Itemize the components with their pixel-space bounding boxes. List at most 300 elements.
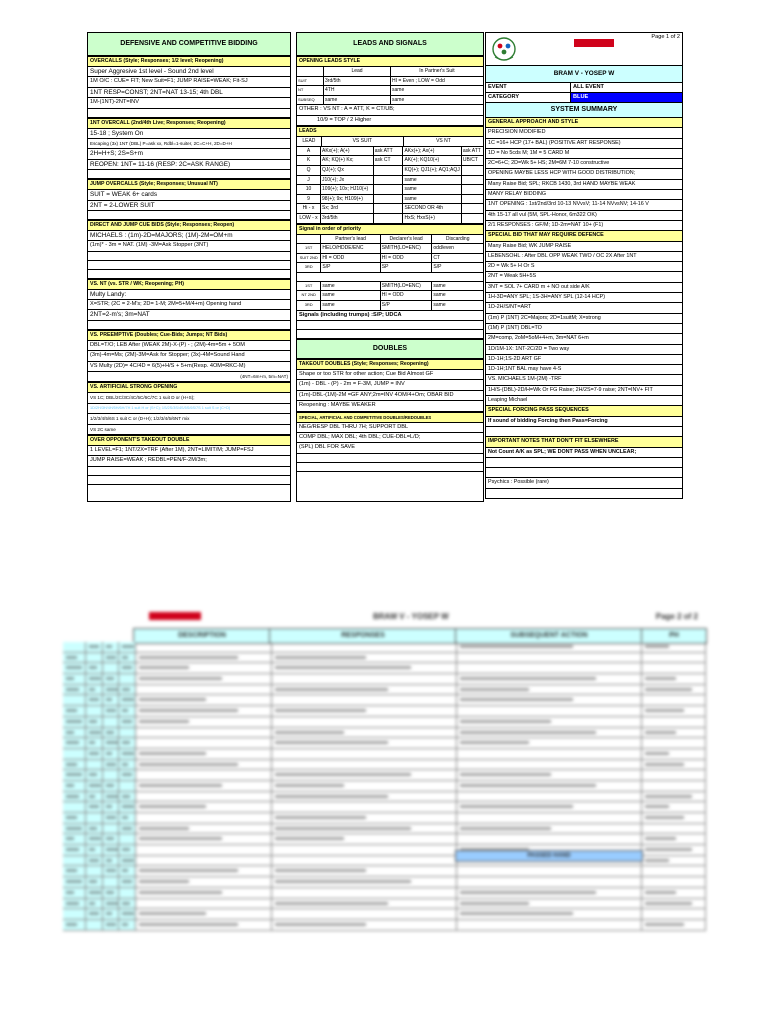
blurred-text [122, 741, 130, 744]
table-cell: 4TH [324, 86, 391, 95]
blurred-text [66, 816, 77, 819]
defensive-title: DEFENSIVE AND COMPETITIVE BIDDING [88, 33, 290, 56]
table-cell [136, 728, 272, 738]
blurred-text [106, 859, 112, 862]
table-cell [86, 695, 103, 705]
blurred-text [66, 784, 74, 787]
blurred-text [89, 805, 99, 808]
table-cell: same [433, 282, 446, 289]
table-cell [272, 802, 457, 812]
overcalls-header: OVERCALLS (Style; Responses; 1/2 level; Reopening) [88, 56, 290, 67]
red-flag-bar [149, 612, 201, 620]
table-cell [272, 856, 457, 866]
table-cell [103, 792, 120, 802]
table-cell [642, 695, 706, 705]
table-cell [642, 674, 706, 684]
blurred-text [139, 752, 206, 755]
blurred-text [106, 784, 114, 787]
nt-overcall-line: Escaping (3x) 1NT (DBL) P=ask xx, Rdbl=1-suiter, 2C=C+H, 2D=D+H [88, 139, 290, 149]
table-cell [642, 866, 706, 876]
table-cell [103, 813, 120, 823]
table-cell [272, 877, 457, 887]
leads-table [297, 147, 483, 224]
table-cell [272, 728, 457, 738]
general-approach-header: GENERAL APPROACH AND STYLE [485, 118, 683, 128]
table-cell [103, 834, 120, 844]
table-cell [297, 67, 324, 76]
blurred-text [66, 688, 79, 691]
table-cell: same [321, 282, 380, 291]
blank-row [88, 211, 290, 220]
table-cell [272, 663, 457, 673]
table-cell: Discarding [445, 235, 470, 242]
blurred-text [66, 837, 74, 840]
table-cell: Q [297, 166, 321, 175]
table-cell [86, 792, 103, 802]
blurred-text [106, 656, 116, 659]
psychics-line: Psychics : Possible (rare) [485, 478, 683, 488]
table-cell [457, 866, 642, 876]
blurred-text [89, 645, 99, 648]
table-cell: Hi - x [297, 204, 321, 213]
cue-bids-line: MICHAELS : (1m)-2D=MAJORS; (1M)-2M=OM+m [88, 231, 290, 241]
blurred-text [89, 688, 95, 691]
table-row [63, 792, 706, 803]
special-doubles-line: (SPL) DBL FOR SAVE [297, 443, 483, 453]
table-cell [272, 738, 457, 748]
page-two-number: Page 2 of 2 [655, 612, 698, 621]
general-approach-line: 1D = No 5cds M; 1M = 5 CARD M [485, 149, 683, 159]
blurred-text [89, 912, 99, 915]
general-approach-line: Many Raise Bid; SPL; RKCB 1430, 3rd HAND MAYBE WEAK [485, 180, 683, 190]
table-cell [63, 888, 86, 898]
table-cell [86, 781, 103, 791]
overcalls-line: Super Aggresive 1st level - Sound 2nd level [88, 67, 290, 77]
table-cell [63, 781, 86, 791]
table-cell [462, 195, 483, 204]
table-cell [103, 899, 120, 909]
blurred-text [460, 688, 529, 691]
blank-row [88, 252, 290, 261]
table-cell [272, 674, 457, 684]
table-cell: CT [433, 254, 441, 261]
table-row [63, 824, 706, 835]
blurred-text [122, 698, 134, 701]
table-row [63, 909, 706, 920]
table-cell [119, 877, 136, 887]
blurred-text [106, 731, 114, 734]
summary-column [485, 32, 683, 500]
table-cell [103, 760, 120, 770]
special-bid-line: 1D/1M-1X: 1NT-2C/2D = Two way [485, 345, 683, 355]
table-cell [642, 770, 706, 780]
table-cell: SMITH(LO=ENC) [381, 244, 433, 253]
vs-artificial-line: VS 1C; DBL/2C/3C/4C/5C/6C/7C 1 suit D or (H+S); [88, 393, 290, 403]
table-cell [136, 738, 272, 748]
table-cell [63, 920, 86, 930]
table-cell [86, 770, 103, 780]
table-row [297, 147, 483, 157]
table-cell [119, 695, 136, 705]
table-cell [103, 717, 120, 727]
blurred-text [460, 720, 551, 723]
blurred-text [275, 837, 344, 840]
table-cell [457, 920, 642, 930]
table-row [297, 263, 483, 273]
blurred-text [106, 837, 114, 840]
blurred-text [106, 752, 112, 755]
blurred-text [460, 784, 596, 787]
table-cell [63, 845, 86, 855]
blurred-text [645, 795, 692, 798]
table-row [63, 717, 706, 728]
blurred-text [106, 891, 114, 894]
category-value: BLUE [571, 93, 682, 102]
table-cell [119, 685, 136, 695]
blurred-text [275, 784, 344, 787]
blurred-text [89, 773, 97, 776]
table-cell [136, 674, 272, 684]
table-cell [642, 760, 706, 770]
table-row [63, 738, 706, 749]
table-cell: QJ(+); Qx [321, 166, 374, 175]
table-cell: NT [297, 86, 324, 95]
vs-artificial-line: VS 2C same [88, 425, 290, 435]
table-row [63, 920, 706, 931]
blurred-text [89, 902, 95, 905]
table-row [63, 877, 706, 888]
table-cell [462, 176, 483, 185]
vs-artificial-line: 1/2/3/4/5/6S 1 suit C or (D+H); 1/2/3/4/5/6NT mix [88, 414, 290, 424]
table-cell: NT 2ND [297, 291, 321, 300]
table-cell [86, 845, 103, 855]
nt-overcall-line: REOPEN: 1NT= 11-16 (RESP: 2C=ASK RANGE) [88, 160, 290, 170]
table-cell [103, 781, 120, 791]
blurred-text [139, 763, 238, 766]
nt-overcall-line: 2H=H+S; 2S=S+m [88, 149, 290, 159]
vs-preemptive-line: (4NT=6m+m, 5m=NAT) [88, 372, 290, 382]
table-cell: HELO/HDDE/ENC [321, 244, 380, 253]
table-cell: 3RD [297, 263, 321, 272]
other-leads-line: OTHER : VS NT : A = ATT, K = CT/UB; [297, 105, 483, 115]
leads-header: LEADS [297, 126, 483, 137]
table-cell [642, 738, 706, 748]
blurred-text [106, 677, 114, 680]
table-cell [119, 802, 136, 812]
passed-hand-header: PASSED HAND [455, 850, 643, 862]
table-cell [86, 642, 103, 652]
table-cell [103, 802, 120, 812]
blurred-text [106, 698, 112, 701]
table-cell [457, 663, 642, 673]
blurred-text [89, 677, 101, 680]
table-cell [462, 185, 483, 194]
forcing-pass-line: If sound of bidding Forcing then Pass=Forcing [485, 417, 683, 427]
player-names: BRAM V - YOSEP W [485, 66, 683, 83]
table-cell [63, 792, 86, 802]
table-cell [462, 214, 483, 223]
special-bid-list [485, 242, 683, 407]
blurred-text [89, 666, 97, 669]
special-bid-line: VS. MICHAELS 1M-(2M) -TRF [485, 375, 683, 385]
blurred-text [645, 816, 684, 819]
table-cell [642, 888, 706, 898]
table-cell [63, 685, 86, 695]
table-cell [457, 749, 642, 759]
table-cell [119, 760, 136, 770]
table-cell: KQ(+); QJ1(+); AQ1;AQJ [403, 166, 461, 175]
blurred-text [275, 741, 388, 744]
blank-row [297, 330, 483, 339]
vs-nt-header: VS. NT (vs. STR / WK; Reopening; PH) [88, 279, 290, 290]
description-column-header: DESCRIPTION [133, 628, 271, 644]
vs-nt-line: X=STR; (2C = 2-M's; 2D= 1-M; 2M=5+M/4+m) Opening hand [88, 300, 290, 310]
table-cell [272, 792, 457, 802]
table-cell: 9 [297, 195, 321, 204]
table-row [297, 301, 483, 311]
table-cell [86, 674, 103, 684]
table-cell: In Partner's Suit [419, 68, 455, 74]
table-cell [103, 706, 120, 716]
blank-row [88, 467, 290, 476]
blurred-text [460, 677, 596, 680]
table-cell: HI = Even ; LOW = Odd [392, 77, 445, 84]
general-approach-list [485, 128, 683, 231]
opening-leads-col-header [297, 67, 483, 77]
table-cell [63, 749, 86, 759]
table-cell [272, 695, 457, 705]
table-cell [63, 663, 86, 673]
table-row [297, 204, 483, 214]
table-cell [374, 195, 404, 204]
table-cell: SUBSEQ [297, 96, 324, 105]
table-cell [272, 717, 457, 727]
special-bid-line: 2D = Wk 5+ H Or S [485, 262, 683, 272]
table-cell [63, 728, 86, 738]
blurred-text [139, 923, 238, 926]
signal-col-header [297, 235, 483, 245]
blurred-text [122, 656, 128, 659]
table-cell [457, 909, 642, 919]
table-row [63, 888, 706, 899]
blurred-text [106, 923, 116, 926]
table-cell [86, 909, 103, 919]
table-cell [642, 824, 706, 834]
table-cell: AKx(+); A(+) [321, 147, 374, 156]
blurred-text [139, 720, 189, 723]
blurred-text [645, 752, 669, 755]
table-cell [642, 653, 706, 663]
table-cell [103, 866, 120, 876]
table-cell: HxS; HxxS(+) [403, 214, 461, 223]
table-cell: K [297, 156, 321, 165]
table-cell: HI = ODD [381, 254, 433, 263]
general-approach-line: 2C=6+C; 2D=Wk 5+ HS; 2M=6M 7-10 constructive [485, 159, 683, 169]
table-cell [136, 845, 272, 855]
table-cell [642, 899, 706, 909]
blurred-text [139, 837, 222, 840]
blurred-text [89, 741, 95, 744]
table-cell: SP [381, 263, 433, 272]
table-cell [63, 834, 86, 844]
table-cell [272, 706, 457, 716]
blurred-text [275, 816, 366, 819]
table-cell [63, 770, 86, 780]
table-row [63, 653, 706, 664]
blurred-text [122, 869, 128, 872]
blurred-text [106, 763, 116, 766]
table-row [63, 663, 706, 674]
blurred-text [122, 827, 132, 830]
table-cell [119, 866, 136, 876]
event-row [485, 83, 683, 93]
table-cell [63, 653, 86, 663]
blank-row [88, 270, 290, 279]
table-cell: same [324, 96, 391, 105]
table-cell: same [392, 96, 405, 103]
blurred-text [645, 859, 669, 862]
blurred-text [66, 795, 79, 798]
table-cell: Lead [324, 67, 391, 76]
special-bid-header: SPECIAL BID THAT MAY REQUIRE DEFENCE [485, 231, 683, 241]
blurred-text [645, 891, 676, 894]
table-cell: odd/even [433, 245, 454, 252]
table-cell: Declarer's lead [381, 235, 433, 244]
table-cell [119, 781, 136, 791]
nt-overcall-header: 1NT OVERCALL (2nd/4th Live; Responses; Reopening) [88, 118, 290, 129]
blurred-text [106, 912, 112, 915]
blurred-text [66, 741, 79, 744]
table-cell [457, 685, 642, 695]
page-two-preview [63, 612, 706, 908]
table-cell: UB/CT [462, 157, 478, 164]
table-cell [642, 642, 706, 652]
general-approach-line: 1NT OPENING : 1st/2nd/3rd 10-13 NVvsV; 11-14 NVvsNV; 14-16 V [485, 200, 683, 210]
table-cell [119, 856, 136, 866]
vs-preemptive-line: VS Multy (2D)= 4C/4D = 6(5)+H/S + 5+m(Resp. 4OM=RKC-M) [88, 362, 290, 372]
table-cell [63, 824, 86, 834]
table-cell [136, 909, 272, 919]
blurred-text [122, 805, 134, 808]
signal-nt-table [297, 282, 483, 311]
general-approach-line: 1C =16+ HCP (17+ BAL) (POSITIVE ART RESPONSE) [485, 139, 683, 149]
table-cell [642, 909, 706, 919]
table-row [297, 185, 483, 195]
blank-row [297, 454, 483, 463]
table-cell [457, 674, 642, 684]
other-leads-line: 10/9 = TOP / 2 Higher [297, 116, 483, 126]
table-cell: HI = ODD [381, 291, 433, 300]
blurred-text [66, 731, 74, 734]
red-flag-bar [574, 39, 614, 47]
blurred-text [139, 805, 206, 808]
important-notes-header: IMPORTANT NOTES THAT DON'T FIT ELSEWHERE [485, 437, 683, 447]
blurred-text [89, 859, 99, 862]
blurred-text [106, 741, 118, 744]
bridge-federation-logo-icon [489, 35, 519, 63]
blurred-text [275, 688, 388, 691]
takeout-doubles-line: Reopening : MAYBE WEAKER [297, 401, 483, 411]
table-cell [103, 685, 120, 695]
table-cell [136, 856, 272, 866]
table-cell [136, 770, 272, 780]
blurred-text [275, 773, 411, 776]
table-cell [272, 770, 457, 780]
blurred-text [460, 891, 596, 894]
table-cell [136, 877, 272, 887]
blurred-text [645, 923, 684, 926]
table-cell: 1ST [297, 244, 321, 253]
blurred-text [66, 923, 77, 926]
table-cell [136, 888, 272, 898]
table-cell [119, 770, 136, 780]
table-cell [136, 642, 272, 652]
table-cell [136, 834, 272, 844]
table-cell: same [321, 291, 380, 300]
table-row [297, 96, 483, 106]
special-bid-line: 1D-1H;1S-2D ART GF [485, 355, 683, 365]
table-cell [86, 749, 103, 759]
blurred-text [66, 891, 74, 894]
blurred-text [122, 816, 128, 819]
table-cell [272, 909, 457, 919]
table-cell [457, 813, 642, 823]
blurred-text [275, 869, 366, 872]
special-bid-line: 1H/S-(DBL)-2D/H=Wk Or FG Raise; 2H/2S=7-9 raise; 2NT=INV+ FIT [485, 386, 683, 396]
table-cell [457, 792, 642, 802]
table-row [297, 244, 483, 254]
special-bid-line: 2NT = Weak 5H+5S [485, 272, 683, 282]
special-bid-line: 2M=comp, 2oM=5oM+4+m, 3m=NAT 6+m [485, 334, 683, 344]
blurred-text [645, 837, 676, 840]
special-bid-line: Leaping Michael [485, 396, 683, 406]
table-row [297, 195, 483, 205]
table-cell [63, 695, 86, 705]
blurred-text [122, 923, 128, 926]
table-cell [642, 856, 706, 866]
table-cell [297, 235, 321, 244]
blurred-text [139, 880, 189, 883]
vs-preemptive-header: VS. PREEMPTIVE (Doubles; Cue-Bids; Jumps; NT Bids) [88, 330, 290, 341]
special-bid-line: Many Raise Bid; WK JUMP RAISE [485, 242, 683, 252]
blurred-text [66, 656, 77, 659]
table-cell [119, 834, 136, 844]
table-cell [136, 813, 272, 823]
blank-row [88, 170, 290, 179]
table-cell [119, 899, 136, 909]
table-cell [374, 185, 404, 194]
blurred-text [139, 784, 222, 787]
blank-row [88, 261, 290, 270]
table-cell [642, 813, 706, 823]
table-cell: VS SUIT [322, 137, 404, 146]
table-cell [63, 877, 86, 887]
over-takeout-line: JUMP RAISE=WEAK ; REDBL=PEN/F-2M/3m; [88, 456, 290, 466]
table-cell [272, 642, 457, 652]
blurred-text [122, 645, 134, 648]
opening-leads-header: OPENING LEADS STYLE [297, 56, 483, 67]
jump-overcalls-line: SUIT = WEAK 6+ cards [88, 190, 290, 200]
blank-row [485, 468, 683, 478]
table-cell [642, 728, 706, 738]
table-row [63, 706, 706, 717]
blurred-text [275, 656, 366, 659]
table-row [297, 86, 483, 96]
table-cell [136, 899, 272, 909]
blank-row [485, 458, 683, 468]
blurred-text [122, 880, 132, 883]
blurred-text [139, 869, 238, 872]
